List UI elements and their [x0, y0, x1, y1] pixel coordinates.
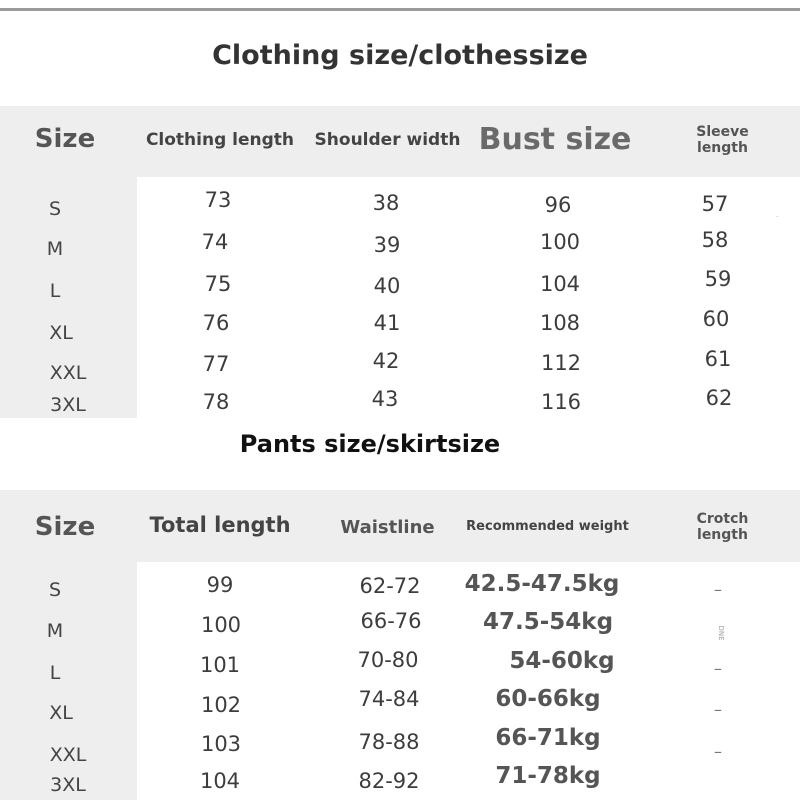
pants-cell-weight: 71-78kg	[495, 763, 601, 789]
pants-cell-weight: 66-71kg	[495, 725, 601, 751]
pants-title: Pants size/skirtsize	[239, 430, 501, 458]
clothing-cell-length: 75	[204, 272, 232, 296]
pants-cell-waist: 66-76	[360, 609, 422, 633]
clothing-row-size: XL	[49, 322, 73, 344]
pants-row-size: XL	[49, 702, 73, 724]
clothing-cell-shoulder: 38	[372, 191, 400, 215]
pants-cell-total: 101	[199, 653, 241, 677]
pants-cell-waist: 62-72	[359, 574, 421, 598]
pants-cell-weight: 60-66kg	[495, 686, 601, 712]
clothing-header-bust: Bust size	[478, 122, 632, 157]
clothing-row-size: 3XL	[50, 394, 86, 416]
clothing-cell-bust: 116	[540, 390, 582, 414]
pants-row-size: XXL	[49, 744, 87, 766]
pants-cell-total: 102	[200, 693, 242, 717]
clothing-cell-sleeve: 62	[705, 386, 733, 410]
clothing-cell-bust: 108	[539, 311, 581, 335]
pants-cell-waist: 74-84	[358, 687, 420, 711]
clothing-cell-bust: 100	[539, 230, 581, 254]
pants-row-size: 3XL	[50, 774, 86, 796]
pants-cell-crotch: DNE	[717, 625, 725, 641]
clothing-cell-bust: 96	[544, 193, 572, 217]
clothing-cell-length: 77	[202, 352, 230, 376]
pants-cell-total: 103	[200, 732, 242, 756]
pants-cell-weight: 47.5-54kg	[482, 609, 614, 635]
pants-header-waist: Waistline	[340, 517, 435, 538]
clothing-row-size: XXL	[49, 362, 87, 384]
clothing-cell-shoulder: 43	[371, 387, 399, 411]
pants-row-size: L	[49, 662, 61, 684]
clothing-row-size: M	[46, 238, 64, 260]
pants-cell-waist: 82-92	[358, 769, 420, 793]
pants-header-crotch: Crotch length	[696, 511, 749, 543]
clothing-cell-length: 73	[204, 188, 232, 212]
pants-cell-total: 99	[206, 573, 234, 597]
pants-header-weight: Recommended weight	[466, 519, 629, 534]
pants-cell-weight: 42.5-47.5kg	[464, 571, 620, 597]
pants-row-size: S	[48, 579, 62, 601]
clothing-cell-sleeve: 59	[704, 267, 732, 291]
pants-cell-total: 104	[199, 769, 241, 793]
pants-cell-crotch: –	[714, 700, 722, 719]
clothing-cell-shoulder: 41	[373, 311, 401, 335]
stray-mark: ·	[776, 213, 779, 221]
pants-row-size: M	[46, 620, 64, 642]
clothing-cell-length: 76	[202, 311, 230, 335]
clothing-row-size: S	[48, 198, 62, 220]
clothing-cell-shoulder: 39	[373, 233, 401, 257]
clothing-title: Clothing size/clothessize	[212, 40, 588, 71]
pants-cell-crotch: –	[714, 742, 722, 761]
pants-cell-weight: 54-60kg	[509, 648, 615, 674]
pants-cell-total: 100	[200, 613, 242, 637]
top-divider	[0, 8, 800, 11]
clothing-header-length: Clothing length	[145, 130, 295, 150]
pants-cell-crotch: –	[714, 580, 722, 599]
clothing-row-size: L	[49, 280, 61, 302]
clothing-cell-sleeve: 61	[704, 347, 732, 371]
clothing-cell-sleeve: 58	[701, 228, 729, 252]
pants-cell-crotch: –	[714, 659, 722, 678]
pants-cell-waist: 78-88	[358, 730, 420, 754]
clothing-cell-length: 78	[202, 390, 230, 414]
clothing-header-shoulder: Shoulder width	[314, 130, 461, 150]
clothing-header-size: Size	[34, 124, 96, 154]
clothing-cell-sleeve: 57	[701, 192, 729, 216]
clothing-cell-bust: 104	[539, 272, 581, 296]
clothing-cell-bust: 112	[540, 351, 582, 375]
clothing-header-sleeve: Sleeve length	[696, 124, 749, 156]
clothing-cell-shoulder: 40	[373, 274, 401, 298]
pants-cell-waist: 70-80	[357, 648, 419, 672]
clothing-cell-sleeve: 60	[702, 307, 730, 331]
pants-header-size: Size	[34, 512, 96, 542]
clothing-cell-shoulder: 42	[372, 349, 400, 373]
clothing-cell-length: 74	[201, 230, 229, 254]
pants-header-total: Total length	[149, 513, 291, 537]
